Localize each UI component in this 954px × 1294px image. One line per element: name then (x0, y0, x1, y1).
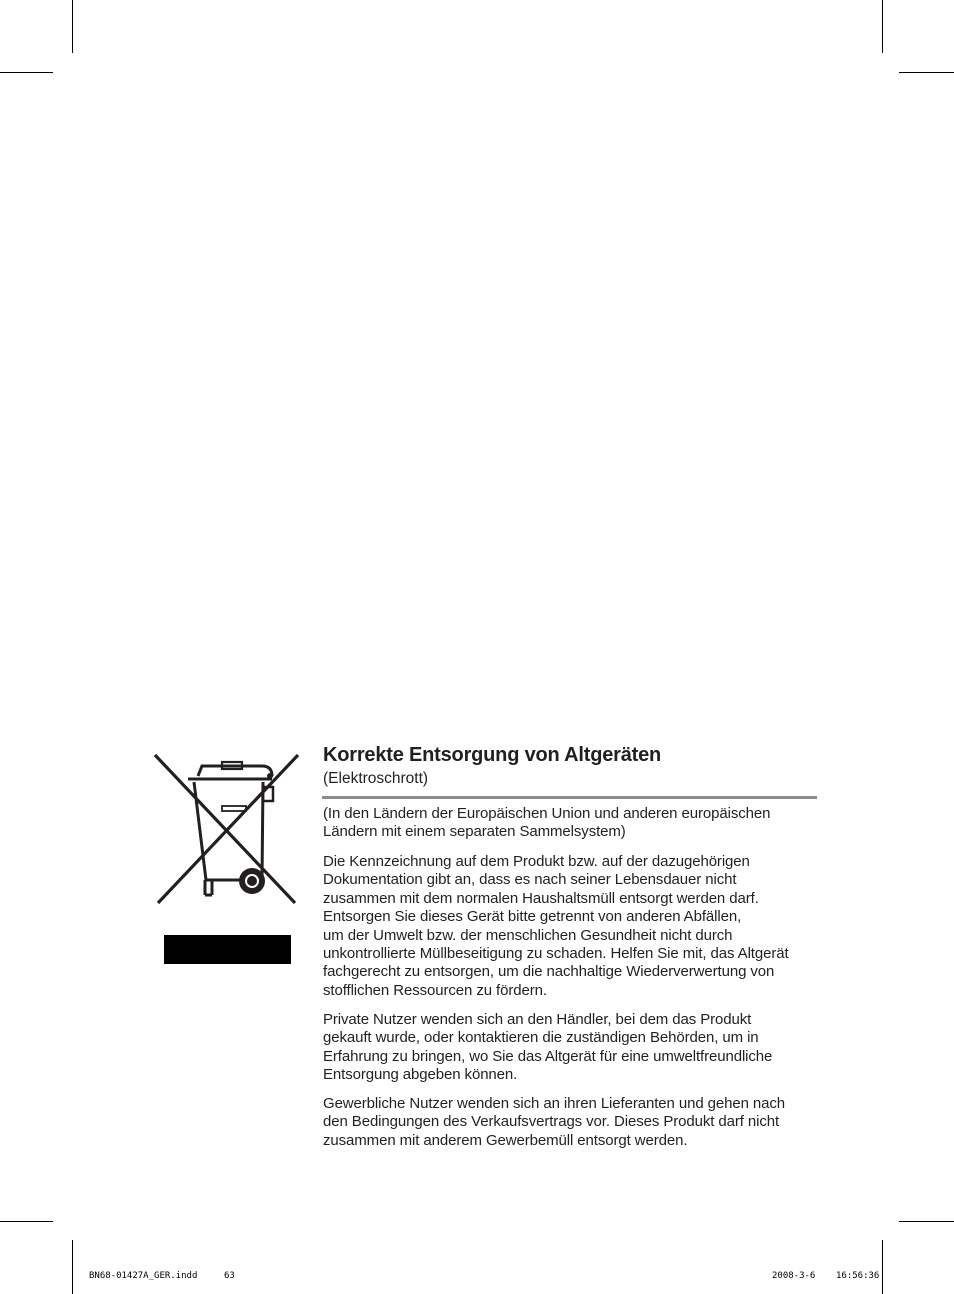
crop-mark (899, 72, 954, 73)
crop-mark (0, 1221, 53, 1222)
crossed-out-wheelie-bin-icon (150, 752, 302, 907)
crop-mark (72, 0, 73, 53)
slug-page-number: 63 (224, 1271, 235, 1281)
section-heading: Korrekte Entsorgung von Altgeräten (323, 744, 662, 766)
paragraph-business-users: Gewerbliche Nutzer wenden sich an ihren Lieferanten und gehen nach den Bedingungen des Verkaufsvertrags vor. Dieses Produkt darf nicht zusammen mit anderem Gewerbemüll entsorgt werden. (323, 1095, 786, 1149)
paragraph-scope: (In den Ländern der Europäischen Union und anderen europäischen Ländern mit einem separaten Sammelsystem) (323, 805, 771, 841)
crop-mark (899, 1221, 954, 1222)
paragraph-private-users: Private Nutzer wenden sich an den Händler, bei dem das Produkt gekauft wurde, oder kontaktieren die zuständigen Behörden, um in Erfahrung zu bringen, wo Sie das Altgerät für eine umweltfreundliche Entsorgung abgeben können. (323, 1011, 773, 1084)
slug-date: 2008-3-6 (772, 1271, 816, 1281)
paragraph-marking: Die Kennzeichnung auf dem Produkt bzw. auf der dazugehörigen Dokumentation gibt an, dass es nach seiner Lebensdauer nicht zusammen mit dem normalen Haushaltsmüll entsorgt werden darf. Entsorgen Sie dieses Gerät bitte getrennt von anderen Abfällen, um der Umwelt bzw. der menschlichen Gesundheit nicht durch unkontrollierte Müllbeseitigung zu schaden. Helfen Sie mit, das Altgerät fachgerecht zu entsorgen, um die nachhaltige Wiederverwertung von stofflichen Ressourcen zu fördern. (323, 853, 789, 999)
heading-rule (322, 796, 817, 799)
slug-time: 16:56:36 (836, 1271, 880, 1281)
section-subheading: (Elektroschrott) (323, 770, 429, 787)
slug-filename: BN68-01427A_GER.indd (89, 1271, 198, 1281)
crop-mark (882, 0, 883, 53)
crop-mark (0, 72, 53, 73)
crop-mark (72, 1240, 73, 1294)
black-bar (164, 935, 291, 964)
crop-mark (882, 1240, 883, 1294)
